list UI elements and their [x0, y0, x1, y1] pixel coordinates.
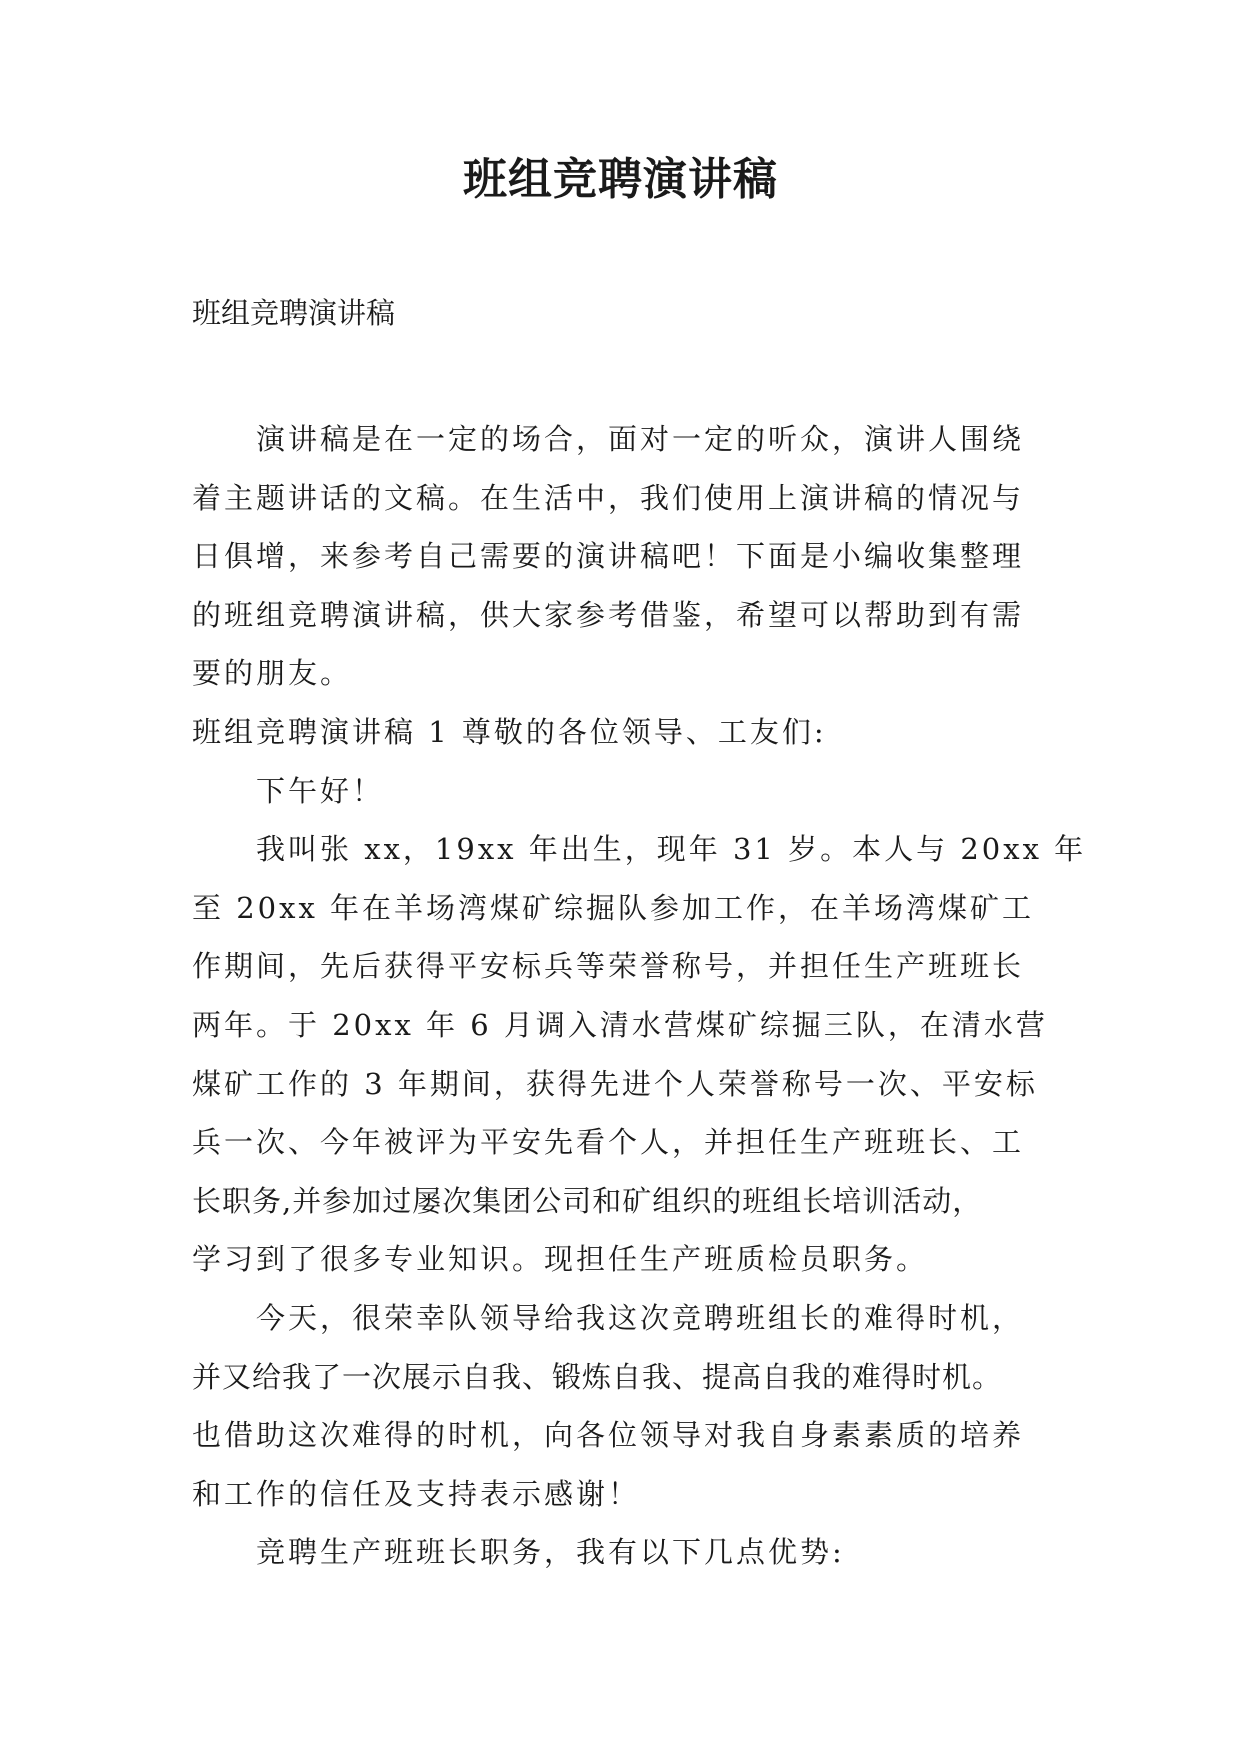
body-line: 兵一次、今年被评为平安先看个人，并担任生产班班长、工	[192, 1125, 1025, 1160]
body-line: 今天，很荣幸队领导给我这次竞聘班组长的难得时机，	[256, 1300, 1025, 1335]
body-line: 并又给我了一次展示自我、锻炼自我、提高自我的难得时机。	[192, 1359, 1003, 1394]
body-line: 的班组竞聘演讲稿，供大家参考借鉴，希望可以帮助到有需	[192, 597, 1025, 632]
body-line: 竞聘生产班班长职务，我有以下几点优势:	[256, 1535, 845, 1570]
document-body	[192, 410, 1087, 1582]
body-line: 班组竞聘演讲稿 1 尊敬的各位领导、工友们:	[192, 714, 827, 749]
body-line: 着主题讲话的文稿。在生活中，我们使用上演讲稿的情况与	[192, 480, 1025, 515]
body-line: 也借助这次难得的时机，向各位领导对我自身素素质的培养	[192, 1418, 1025, 1453]
document-subtitle: 班组竞聘演讲稿	[192, 296, 396, 330]
body-line: 演讲稿是在一定的场合，面对一定的听众，演讲人围绕	[256, 422, 1025, 456]
body-line: 两年。于 20xx 年 6 月调入清水营煤矿综掘三队，在清水营	[192, 1007, 1048, 1042]
document-title: 班组竞聘演讲稿	[463, 154, 778, 205]
body-line: 至 20xx 年在羊场湾煤矿综掘队参加工作，在羊场湾煤矿工	[192, 890, 1035, 925]
body-line: 长职务,并参加过屡次集团公司和矿组织的班组长培训活动，	[192, 1183, 983, 1218]
body-line: 和工作的信任及支持表示感谢！	[192, 1476, 641, 1511]
body-line: 下午好！	[256, 773, 385, 808]
body-line: 作期间，先后获得平安标兵等荣誉称号，并担任生产班班长	[192, 949, 1025, 984]
body-line: 日俱增，来参考自己需要的演讲稿吧！下面是小编收集整理	[192, 539, 1025, 574]
body-line: 要的朋友。	[192, 656, 353, 691]
body-line: 学习到了很多专业知识。现担任生产班质检员职务。	[192, 1242, 929, 1277]
body-line: 我叫张 xx，19xx 年出生，现年 31 岁。本人与 20xx 年	[256, 832, 1087, 867]
body-line: 煤矿工作的 3 年期间，获得先进个人荣誉称号一次、平安标	[192, 1066, 1038, 1101]
